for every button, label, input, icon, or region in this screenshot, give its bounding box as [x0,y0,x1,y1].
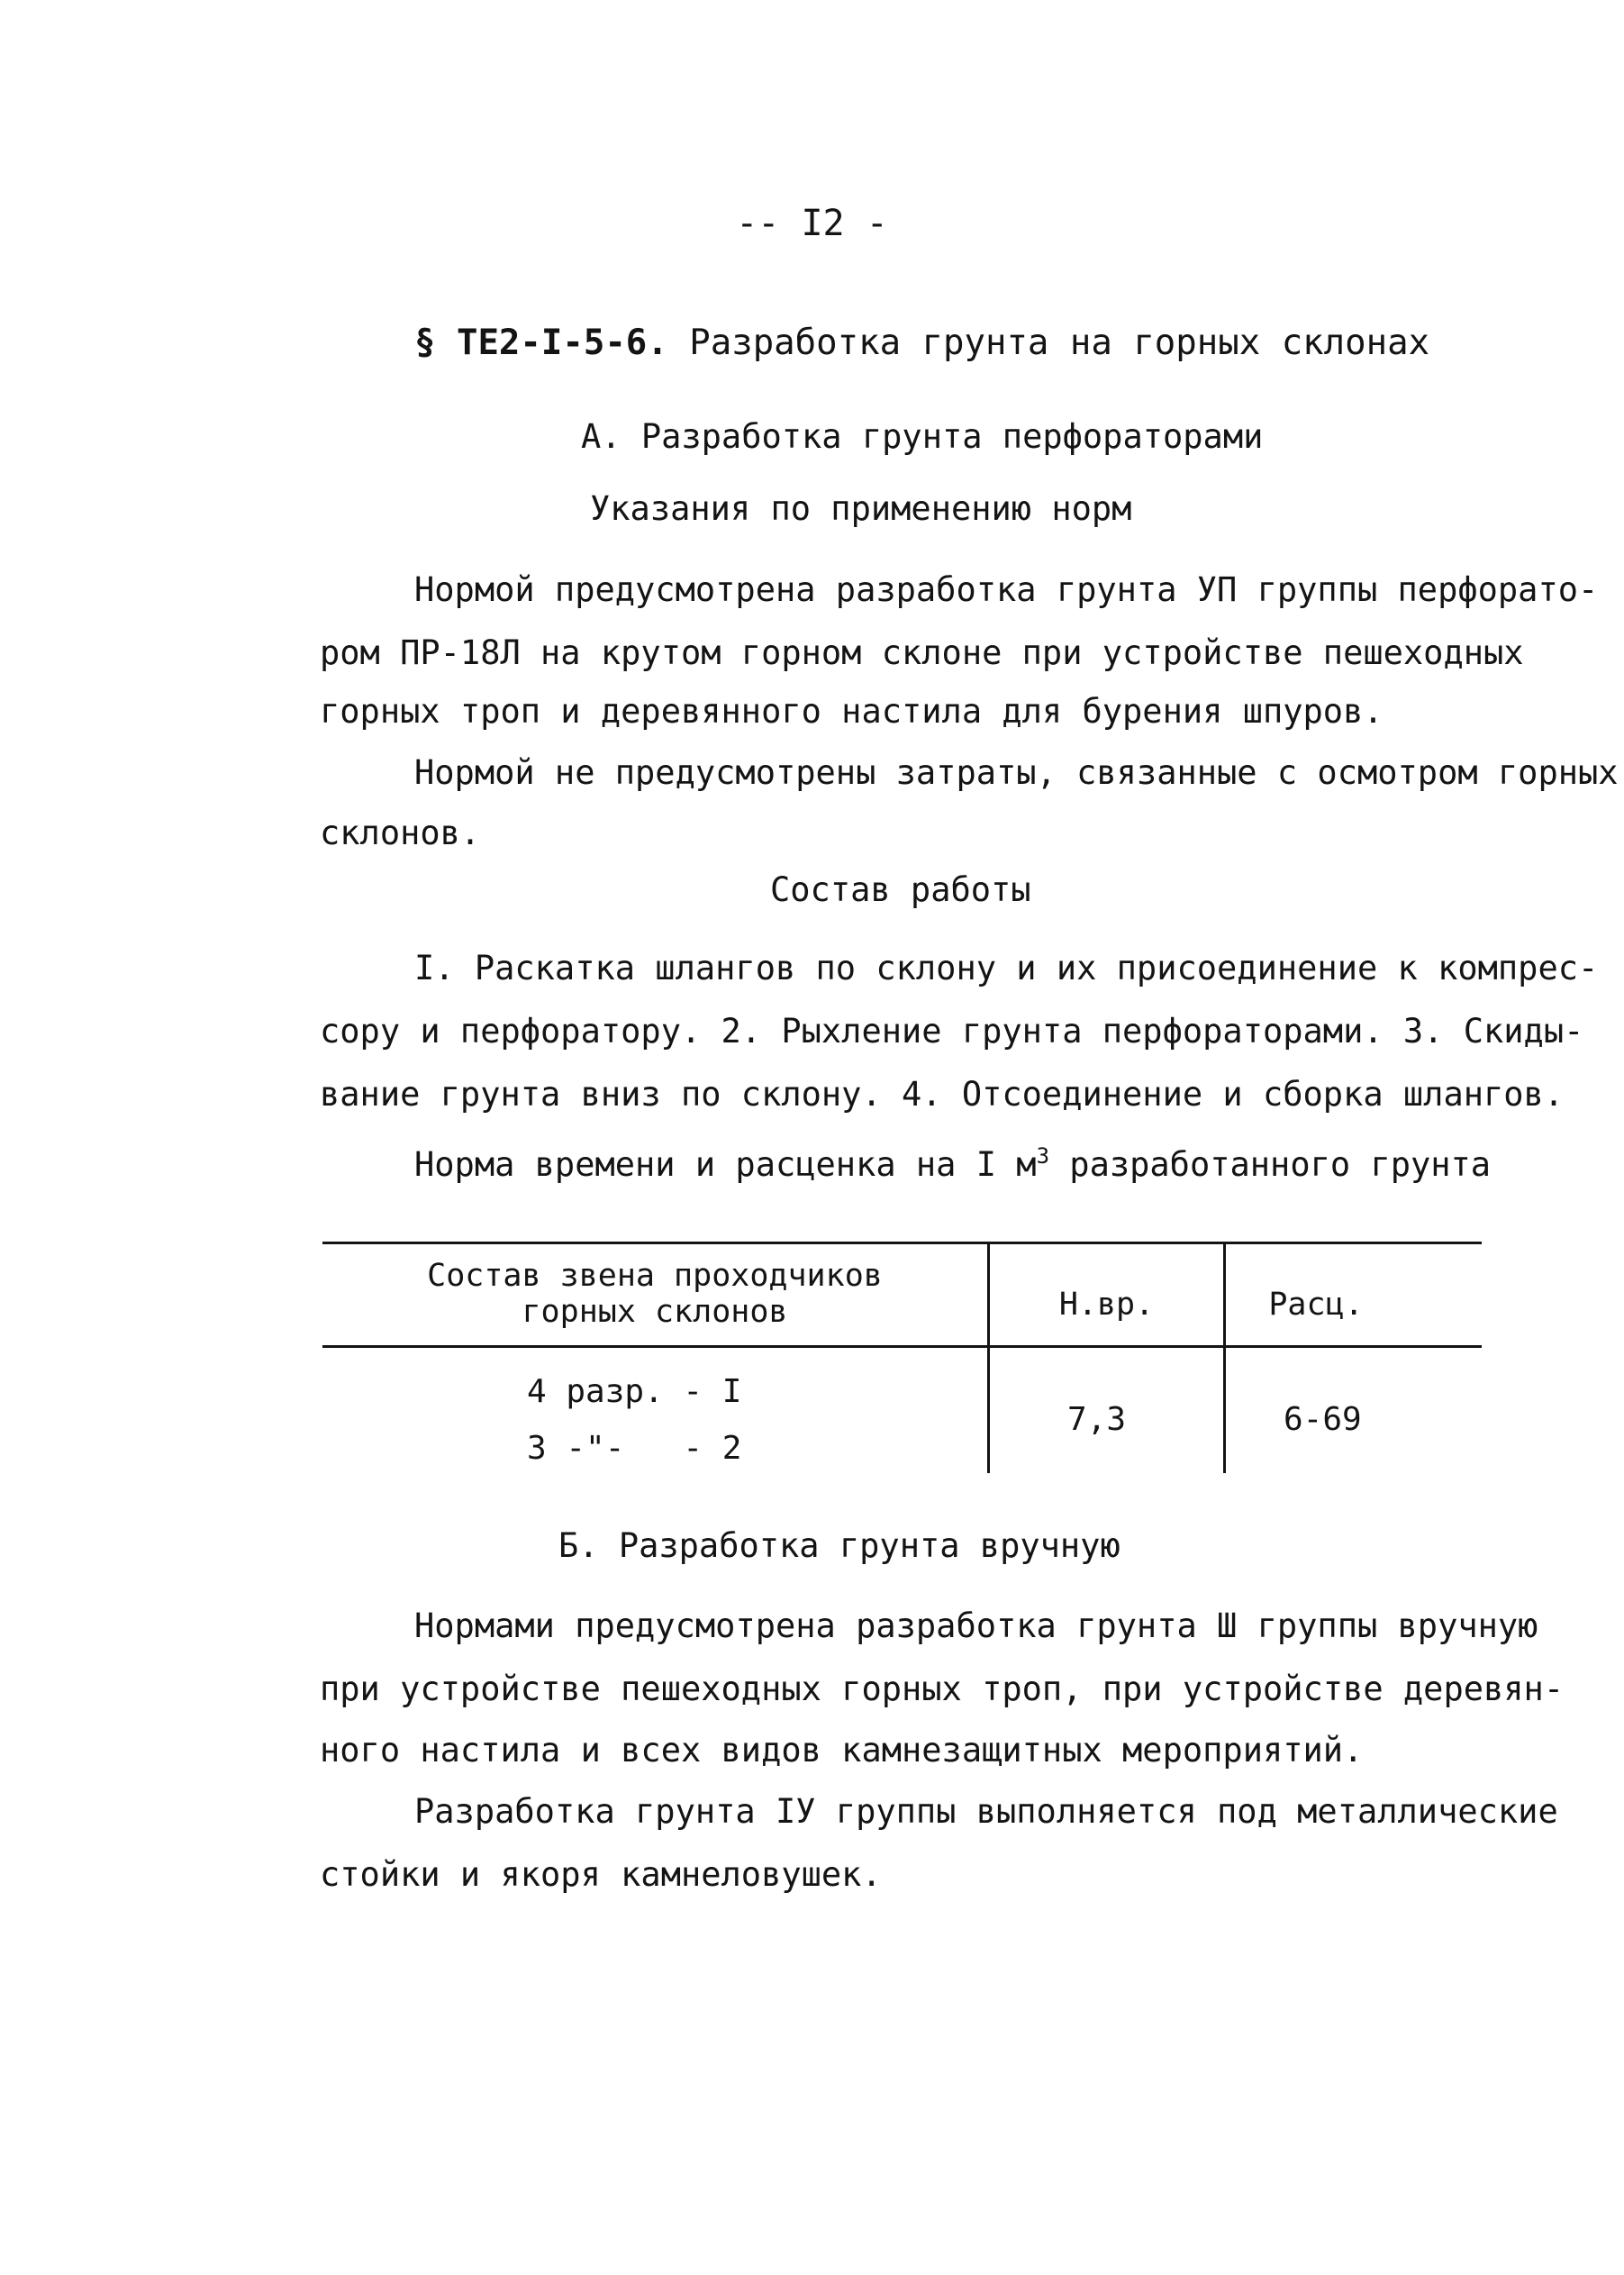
table-col-divider-2 [1223,1243,1226,1473]
section-title [414,323,1429,364]
section-code: § ТЕ2-I-5-6. [414,323,668,363]
part-a-para2-line1: Нормой не предусмотрены затраты, связанные с осмотром горных [414,753,1619,792]
part-a-para1-line1: Нормой предусмотрена разработка грунта УП группы перфорато- [414,570,1599,609]
norm-caption-sup: 3 [1036,1143,1050,1169]
part-b-para1-line1: Нормами предусмотрена разработка грунта Ш группы вручную [414,1606,1538,1645]
table-header-rate: Расц. [1268,1287,1364,1323]
norm-caption [414,1144,1491,1186]
table-header-crew [322,1258,987,1330]
part-b-para1-line2: при устройстве пешеходных горных троп, при устройстве деревян- [320,1670,1565,1708]
part-b-heading: Б. Разработка грунта вручную [558,1526,1120,1565]
work-line3: вание грунта вниз по склону. 4. Отсоединение и сборка шлангов. [320,1075,1565,1114]
table-header-time: Н.вр. [1058,1287,1155,1323]
table-header-crew-line2: горных склонов [522,1294,788,1330]
table-top-rule [322,1242,1482,1244]
table-cell-rate: 6-69 [1284,1401,1362,1438]
norm-caption-post: разработанного грунта [1049,1145,1492,1184]
table-header-rule [322,1345,1482,1348]
table-cell-crew-2: 3 -"- - 2 [527,1430,742,1467]
norm-caption-pre: Норма времени и расценка на I м [414,1145,1037,1184]
part-b-para2-line1: Разработка грунта IУ группы выполняется под металлические [414,1792,1558,1831]
part-a-para1-line3: горных троп и деревянного настила для бурения шпуров. [320,692,1384,731]
work-line1: I. Раскатка шлангов по склону и их присоединение к компрес- [414,949,1599,987]
table-cell-crew-1: 4 разр. - I [527,1373,742,1410]
work-line2: сору и перфоратору. 2. Рыхление грунта перфораторами. 3. Скиды- [320,1012,1584,1051]
part-b-para1-line3: ного настила и всех видов камнезащитных мероприятий. [320,1731,1364,1770]
part-a-para1-line2: ром ПР-18Л на крутом горном склоне при устройстве пешеходных [320,633,1524,672]
table-cell-time: 7,3 [1067,1401,1127,1438]
work-heading: Состав работы [770,870,1031,909]
table-col-divider-1 [987,1243,990,1473]
part-a-para2-line2: склонов. [320,814,481,852]
section-title-text: Разработка грунта на горных склонах [689,323,1430,363]
page-number: -- I2 - [736,203,888,244]
part-a-subheading: Указания по применению норм [590,489,1132,528]
table-header-crew-line1: Состав звена проходчиков [427,1258,883,1294]
part-a-heading: А. Разработка грунта перфораторами [581,417,1264,456]
part-b-para2-line2: стойки и якоря камнеловушек. [320,1855,882,1894]
